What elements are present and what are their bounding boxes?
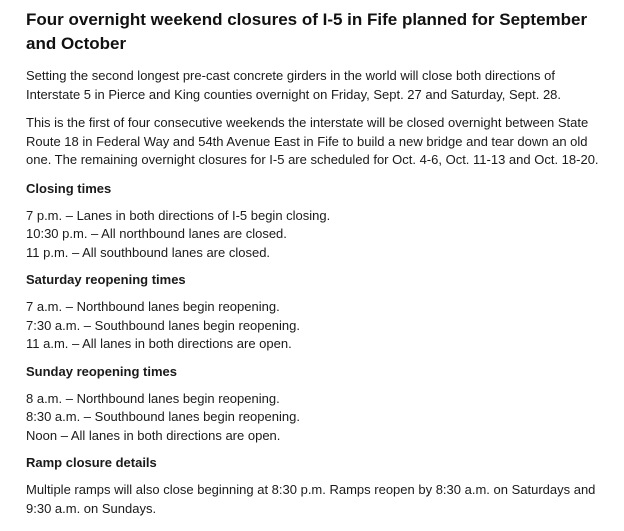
article-headline: Four overnight weekend closures of I-5 in Fife planned for September and October: [26, 10, 588, 53]
section-heading-closing-times: Closing times: [26, 180, 112, 196]
sunday-reopening-list: [26, 390, 610, 446]
closing-times-section: [26, 180, 610, 263]
section-heading-saturday-reopening: Saturday reopening times: [26, 272, 186, 287]
list-item: 7 a.m. – Northbound lanes begin reopening.: [26, 299, 280, 314]
sunday-reopening-section: [26, 363, 610, 446]
list-item: 7 p.m. – Lanes in both directions of I-5 begin closing.: [26, 207, 331, 223]
list-item: 7:30 a.m. – Southbound lanes begin reopening.: [26, 317, 300, 333]
saturday-reopening-section: [26, 271, 610, 354]
list-item: Noon – All lanes in both directions are open.: [26, 427, 281, 443]
list-item: 10:30 p.m. – All northbound lanes are closed.: [26, 226, 287, 241]
list-item: 8 a.m. – Northbound lanes begin reopening.: [26, 390, 280, 406]
list-item: 11 p.m. – All southbound lanes are closed.: [26, 244, 271, 260]
closing-times-list: [26, 207, 610, 263]
list-item: 8:30 a.m. – Southbound lanes begin reopening.: [26, 409, 300, 424]
list-item: 11 a.m. – All lanes in both directions are open.: [26, 336, 292, 351]
intro-paragraph: Setting the second longest pre-cast concrete girders in the world will close both directions of Interstate 5 in Pierce and King counties overnight on Friday, Sept. 27 and Saturday, Sept. 28.: [26, 68, 562, 102]
saturday-reopening-list: [26, 298, 610, 354]
section-heading-sunday-reopening: Sunday reopening times: [26, 363, 177, 379]
ramp-closure-paragraph: Multiple ramps will also close beginning at 8:30 p.m. Ramps reopen by 8:30 a.m. on Saturdays and 9:30 a.m. on Sundays.: [26, 482, 596, 516]
ramp-closure-section: [26, 454, 610, 518]
intro-paragraph: This is the first of four consecutive weekends the interstate will be closed overnight between State Route 18 in Federal Way and 54th Avenue East in Fife to build a new bridge and tear down an old one. The remaining overnight closures for I-5 are scheduled for Oct. 4-6, Oct. 11-13 and Oct. 18-20.: [26, 115, 599, 167]
section-heading-ramp-closure: Ramp closure details: [26, 455, 157, 470]
